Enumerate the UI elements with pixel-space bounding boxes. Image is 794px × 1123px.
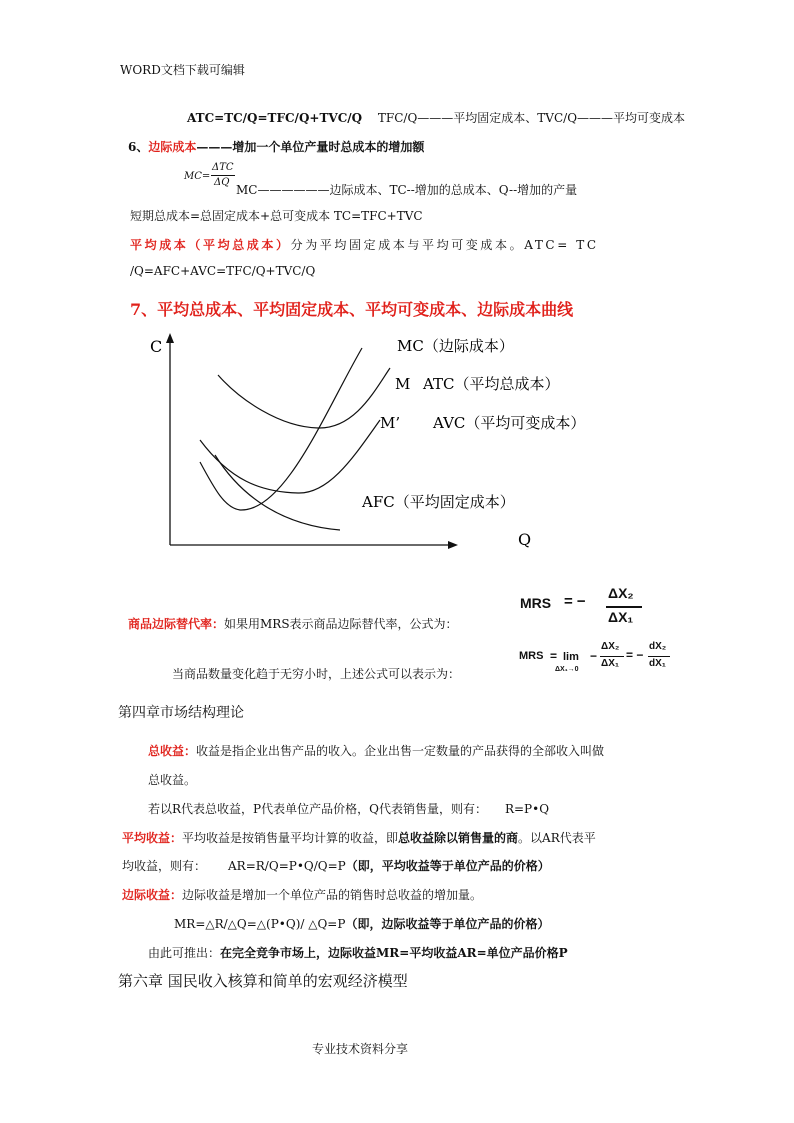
page-footer: 专业技术资料分享 (312, 1042, 409, 1056)
m-prime-point-label: M’ (380, 414, 401, 432)
mrs2-den2: dX₁ (649, 658, 666, 669)
average-revenue-line2 (122, 857, 550, 874)
marginal-cost-heading (128, 138, 424, 155)
avc-curve-label: AVC（平均可变成本） (433, 414, 586, 432)
avc-curve (200, 420, 380, 493)
m-point-label: M (395, 375, 411, 393)
marginal-revenue-definition: 边际收益是增加一个单位产品的销售时总收益的增加量。 (182, 888, 483, 902)
total-revenue-term: 总收益： (148, 744, 197, 758)
average-cost-line2: /Q=AFC+AVC=TFC/Q+TVC/Q (130, 264, 316, 278)
atc-formula: ATC=TC/Q=TFC/Q+TVC/Q (187, 111, 363, 125)
mrs2-lim-subscript: ΔX₁→0 (555, 666, 579, 673)
item-number: 6、 (128, 140, 149, 154)
chapter6-title: 第六章 国民收入核算和简单的宏观经济模型 (118, 972, 408, 990)
marginal-revenue-line (122, 886, 482, 903)
marginal-cost-definition: ———增加一个单位产量时总成本的增加额 (196, 140, 425, 154)
page-header: WORD文档下载可编辑 (120, 63, 245, 77)
mrs-equals-minus: = − (564, 593, 586, 610)
total-revenue-formula-line (148, 800, 549, 817)
average-revenue-line1 (122, 829, 596, 846)
deduction-intro: 由此可推出： (148, 946, 221, 960)
mrs-definition (128, 615, 458, 632)
mc-description: MC——————边际成本、TC--增加的总成本、Q--增加的产量 (236, 183, 578, 197)
average-revenue-note: （即，平均收益等于单位产品的价格） (345, 859, 550, 873)
rpq-formula: R=P•Q (504, 802, 550, 816)
afc-curve (215, 455, 340, 530)
mrs2-bar2 (648, 656, 670, 657)
marginal-revenue-term: 边际收益： (122, 888, 183, 902)
x-axis-label: Q (518, 530, 532, 549)
average-revenue-term: 平均收益： (122, 831, 183, 845)
y-axis-label: C (150, 337, 163, 356)
mrs-symbol: MRS (520, 595, 552, 611)
mrs-formula-2 (519, 641, 674, 681)
mrs-text: 如果用MRS表示商品边际替代率，公式为： (224, 617, 458, 631)
mrs-numerator: ΔX₂ (608, 585, 634, 601)
y-axis-arrow (166, 333, 174, 343)
mrs-limit-text: 当商品数量变化趋于无穷小时，上述公式可以表示为： (172, 667, 461, 681)
average-revenue-formula: AR=R/Q=P•Q/Q=P (228, 859, 346, 873)
atc-curve (218, 368, 390, 428)
cost-curves-chart (140, 330, 586, 560)
average-cost-term: 平均成本（平均总成本） (130, 238, 291, 252)
mrs2-symbol: MRS (519, 650, 544, 662)
mrs2-minus: − (590, 649, 598, 663)
average-cost-definition: 分为平均固定成本与平均可变成本。ATC= TC (290, 238, 599, 252)
average-revenue-intro: 均收益，则有： (122, 859, 207, 873)
deduction-line (148, 944, 568, 961)
average-revenue-def-c: 。以AR代表平 (518, 831, 596, 845)
rpq-text: 若以R代表总收益，P代表单位产品价格，Q代表销售量，则有： (148, 802, 487, 816)
mc-curve-label: MC（边际成本） (397, 337, 514, 355)
afc-curve-label: AFC（平均固定成本） (362, 493, 515, 511)
average-revenue-def-b: 总收益除以销售量的商 (398, 831, 519, 845)
atc-description: TFC/Q———平均固定成本、TVC/Q———平均可变成本 (377, 111, 686, 125)
mrs2-equals-minus: = − (626, 648, 644, 662)
mr-note: （即，边际收益等于单位产品的价格） (345, 917, 550, 931)
mrs-fraction-bar (606, 606, 642, 608)
deduction-conclusion: 在完全竞争市场上，边际收益MR=平均收益AR=单位产品价格P (220, 946, 568, 960)
short-run-total-cost: 短期总成本=总固定成本+总可变成本 TC=TFC+TVC (130, 209, 423, 223)
mrs2-num1: ΔX₂ (601, 641, 620, 652)
mrs-denominator: ΔX₁ (608, 609, 634, 625)
mc-lhs: MC= (184, 171, 211, 182)
average-revenue-def-a: 平均收益是按销售量平均计算的收益，即 (182, 831, 399, 845)
fraction-bar (211, 175, 235, 176)
atc-line (187, 109, 685, 126)
mc-numerator: ΔTC (212, 162, 234, 173)
mrs-formula-1 (520, 585, 640, 631)
marginal-revenue-formula-line (174, 915, 549, 932)
section7-heading: 7、平均总成本、平均固定成本、平均可变成本、边际成本曲线 (130, 300, 574, 319)
atc-curve-label: ATC（平均总成本） (423, 375, 560, 393)
mrs2-den1: ΔX₁ (601, 658, 619, 669)
mrs2-equals: = (550, 649, 558, 663)
mr-formula: MR=△R/△Q=△(P•Q)/ △Q=P (174, 917, 346, 931)
mrs2-bar1 (600, 656, 624, 657)
total-revenue-line1 (148, 742, 604, 759)
total-revenue-line2: 总收益。 (148, 773, 197, 787)
chapter4-title: 第四章市场结构理论 (118, 705, 244, 721)
total-revenue-definition: 收益是指企业出售产品的收入。企业出售一定数量的产品获得的全部收入叫做 (196, 744, 605, 758)
marginal-cost-term: 边际成本 (148, 140, 197, 154)
mrs2-num2: dX₂ (649, 641, 667, 652)
mrs-term: 商品边际替代率： (128, 617, 225, 631)
average-cost-line1 (130, 236, 599, 253)
mc-denominator: ΔQ (214, 177, 230, 188)
mrs2-lim: lim (563, 651, 579, 663)
x-axis-arrow (448, 541, 458, 549)
mc-curve (200, 348, 362, 510)
